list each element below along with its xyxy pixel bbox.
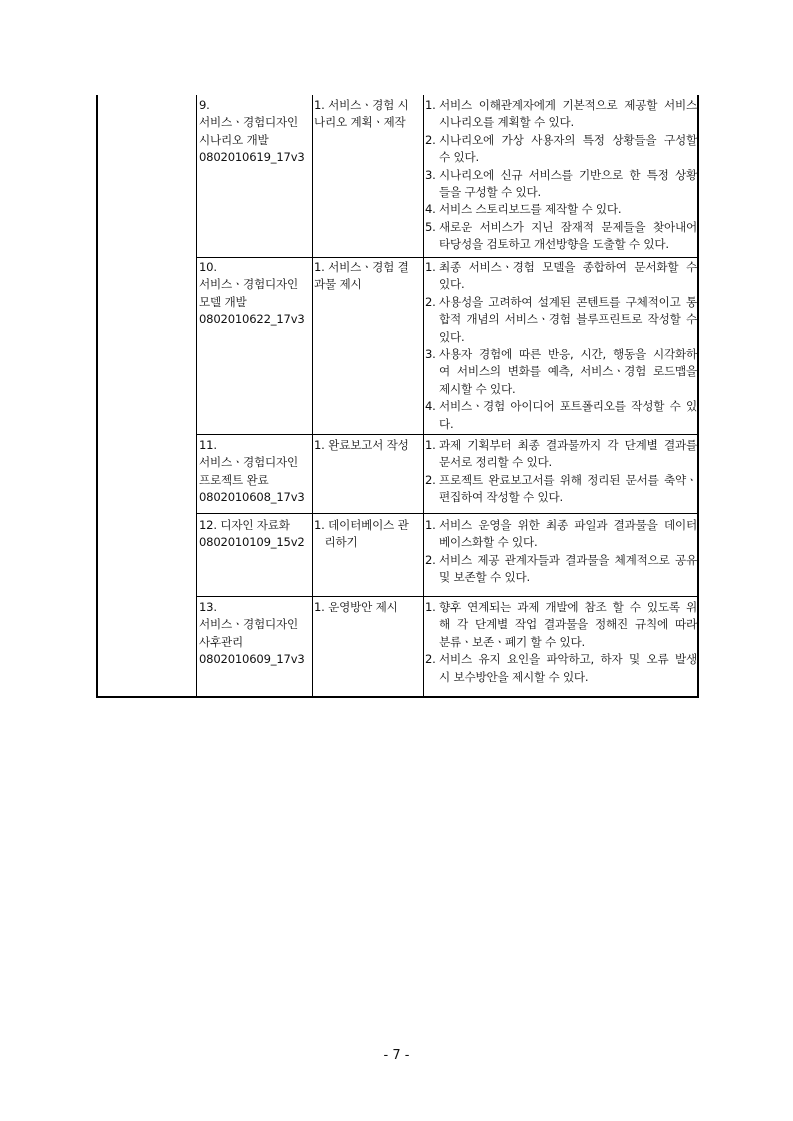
table-row-element: 1. 서비스ㆍ경험 결 과물 제시 — [314, 260, 409, 292]
row-divider — [196, 513, 698, 514]
table-row-criteria — [425, 97, 697, 254]
page-number: - 7 - — [383, 1048, 410, 1063]
table-row-criteria — [425, 599, 697, 686]
column-divider — [312, 95, 313, 697]
column-divider — [196, 95, 197, 697]
table-row-element: 1. 데이터베이스 관 리하기 — [314, 518, 409, 550]
table-row-unit: 12. 디자인 자료화 0802010109_15v2 — [199, 518, 305, 550]
table-row-criteria — [425, 259, 697, 433]
table-row-unit: 10. 서비스ㆍ경험디자인 모델 개발 0802010622_17v3 — [199, 260, 305, 327]
table-row-unit: 13. 서비스ㆍ경험디자인 사후관리 0802010609_17v3 — [199, 600, 305, 667]
row-divider — [196, 257, 698, 258]
list-item: 1. 서비스 운영을 위한 최종 파일과 결과물을 데이터 베이스화할 수 있다. — [425, 518, 697, 550]
list-item: 2. 시나리오에 가상 사용자의 특정 상황들을 구성할 수 있다. — [425, 132, 697, 165]
row-divider — [196, 596, 698, 597]
list-item: 2. 프로젝트 완료보고서를 위해 정리된 문서를 축약ㆍ 편집하여 작성할 수 있다. — [425, 472, 697, 505]
table-row-element: 1. 운영방안 제시 — [314, 600, 398, 614]
list-item: 1. 과제 기획부터 최종 결과물까지 각 단계별 결과를 문서로 정리할 수 있다. — [425, 438, 697, 470]
table-row-unit: 9. 서비스ㆍ경험디자인 시나리오 개발 0802010619_17v3 — [199, 98, 305, 165]
list-item: 2. 서비스 유지 요인을 파악하고, 하자 및 오류 발생 시 보수방안을 제시할 수 있다. — [425, 652, 697, 684]
list-item: 4. 서비스 스토리보드를 제작할 수 있다. — [425, 202, 622, 217]
list-item: 5. 새로운 서비스가 지닌 잠재적 문제들을 찾아내어 타당성을 검토하고 개선방향을 도출할 수 있다. — [425, 219, 697, 252]
list-item: 1. 서비스 이해관계자에게 기본적으로 제공할 서비스 시나리오를 계획할 수 있다. — [425, 98, 697, 130]
list-item: 2. 사용성을 고려하여 설계된 콘텐트를 구체적이고 통 합적 개념의 서비스ㆍ경험 블루프린트로 작성할 수 있다. — [425, 294, 697, 344]
column-divider — [423, 95, 424, 697]
table-row-element: 1. 서비스ㆍ경험 시 나리오 계획ㆍ제작 — [314, 98, 409, 130]
list-item: 3. 시나리오에 신규 서비스를 기반으로 한 특정 상황 들을 구성할 수 있다. — [425, 167, 697, 200]
table-row-criteria — [425, 517, 697, 587]
list-item: 4. 서비스ㆍ경험 아이디어 포트폴리오를 작성할 수 있 다. — [425, 399, 697, 431]
table-row-element: 1. 완료보고서 작성 — [314, 438, 409, 452]
list-item: 3. 사용자 경험에 따른 반응, 시간, 행동을 시각화하 여 서비스의 변화를 예측, 서비스ㆍ경험 로드맵을 제시할 수 있다. — [425, 347, 697, 396]
list-item: 1. 최종 서비스ㆍ경험 모델을 종합하여 문서화할 수 있다. — [425, 260, 697, 292]
list-item: 1. 향후 연계되는 과제 개발에 참조 할 수 있도록 위 해 각 단계별 작업 결과물을 정해진 규칙에 따라 분류ㆍ보존ㆍ폐기 할 수 있다. — [425, 600, 697, 649]
table-row-unit: 11. 서비스ㆍ경험디자인 프로젝트 완료 0802010608_17v3 — [199, 438, 305, 505]
table-row-criteria — [425, 437, 697, 507]
list-item: 2. 서비스 제공 관계자들과 결과물을 체계적으로 공유 및 보존할 수 있다. — [425, 552, 697, 585]
row-divider — [196, 434, 698, 435]
